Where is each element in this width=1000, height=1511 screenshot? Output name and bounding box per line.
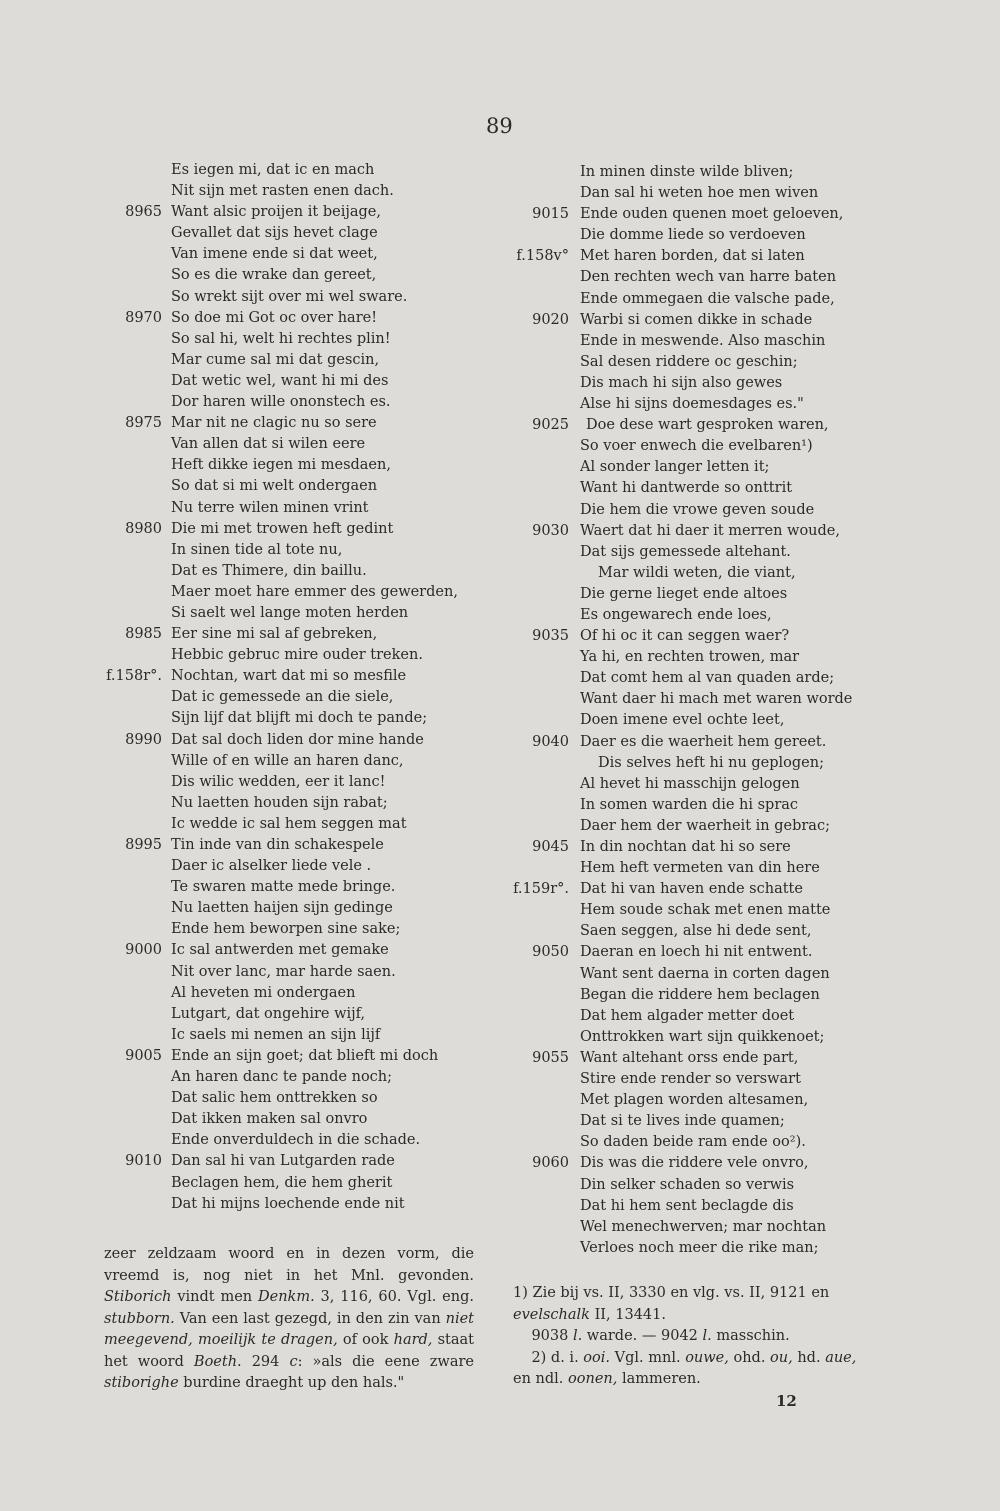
verse-text: Met plagen worden altesamen, <box>580 1092 809 1109</box>
verse-text: Alse hi sijns doemesdages es." <box>580 396 804 413</box>
line-number: 9025 <box>532 417 569 434</box>
verse-text: Want altehant orss ende part, <box>580 1049 799 1066</box>
verse-text: Die gerne lieget ende altoes <box>580 585 788 602</box>
verse-text: Ende ommegaen die valsche pade, <box>580 290 835 307</box>
verse-text: Dat sijs gemessede altehant. <box>580 543 791 560</box>
verse-text: Nit over lanc, mar harde saen. <box>171 963 396 980</box>
line-number: 8975 <box>125 415 162 432</box>
line-number: f.159r°. <box>513 881 569 898</box>
footnote-text: staat het woord <box>104 1332 474 1370</box>
verse-text: Waert dat hi daer it merren woude, <box>580 522 840 539</box>
footnote-text: Vgl. mnl. <box>610 1349 686 1366</box>
verse-text: Ende ouden quenen moet geloeven, <box>580 206 844 223</box>
footnote-text: c <box>289 1353 298 1370</box>
verse-text: Es iegen mi, dat ic en mach <box>171 162 375 178</box>
verse-text: Tin inde van din schakespele <box>171 837 384 853</box>
footnote-text: zeer zeldzaam woord en in dezen vorm, die vreemd is, nog niet in het Mnl. gevonden. <box>104 1246 474 1284</box>
verse-text: Dat ic gemessede an die siele, <box>171 689 394 706</box>
footnote-text: l. <box>702 1328 712 1344</box>
footnote-text: ooi. <box>583 1349 611 1366</box>
footnote-text: hd. <box>792 1349 826 1366</box>
line-number: 9030 <box>532 522 569 539</box>
footnote-text: 3, 116, 60. Vgl. eng. <box>314 1289 474 1305</box>
verse-text: Ic saels mi nemen an sijn lijf <box>171 1026 381 1043</box>
footnote-text: warde. — 9042 <box>582 1328 703 1344</box>
line-number: 9035 <box>532 628 569 645</box>
line-number: 9060 <box>532 1155 569 1172</box>
verse-text: Want sent daerna in corten dagen <box>580 965 830 982</box>
footnote-text: stubborn. <box>104 1310 175 1327</box>
footnote-text: en ndl. <box>513 1349 861 1387</box>
right-footnotes <box>513 1283 875 1391</box>
verse-text: Warbi si comen dikke in schade <box>580 311 813 328</box>
verse-text: Daer ic alselker liede vele . <box>171 858 372 875</box>
verse-text: Dis mach hi sijn also gewes <box>580 374 783 391</box>
footnote-text: oonen, <box>568 1371 618 1387</box>
verse-text: Van imene ende si dat weet, <box>171 246 378 263</box>
footnote-text: ouwe, <box>685 1349 729 1366</box>
verse-text: Of hi oc it can seggen waer? <box>580 628 790 645</box>
verse-text: Wille of en wille an haren danc, <box>171 752 404 769</box>
verse-text: So doe mi Got oc over hare! <box>171 309 378 326</box>
verse-text: Doen imene evel ochte leet, <box>580 712 785 729</box>
verse-text: Dat es Thimere, din baillu. <box>171 562 367 579</box>
verse-text: Den rechten wech van harre baten <box>580 269 837 286</box>
line-number: 8985 <box>125 626 162 643</box>
verse-text: Daer es die waerheit hem gereet. <box>580 733 827 750</box>
verse-text: Want alsic proijen it beijage, <box>171 204 381 221</box>
footnote-text: masschin. <box>711 1328 790 1344</box>
verse-text: Die domme liede so verdoeven <box>580 227 806 244</box>
verse-text: Want hi dantwerde so onttrit <box>580 480 793 497</box>
footnote-text: ou, <box>770 1349 793 1366</box>
verse-text: So voer enwech die evelbaren¹) <box>580 438 813 455</box>
footnote-text: evelschalk <box>513 1306 590 1323</box>
verse-text: Hebbic gebruc mire ouder treken. <box>171 647 423 664</box>
verse-text: Beclagen hem, die hem gherit <box>171 1174 393 1191</box>
verse-text: Maer moet hare emmer des gewerden, <box>171 583 458 600</box>
verse-text: So wrekt sijt over mi wel sware. <box>171 288 408 305</box>
verse-text: Hem heft vermeten van din here <box>580 860 820 877</box>
line-number: 8965 <box>125 204 162 221</box>
footnote <box>513 1326 875 1348</box>
verse-text: Doe dese wart gesproken waren, <box>586 417 829 434</box>
verse-text: Dat ikken maken sal onvro <box>171 1111 368 1128</box>
line-number: 8970 <box>125 309 162 326</box>
line-number: 9020 <box>532 311 569 328</box>
verse-text: Ya hi, en rechten trowen, mar <box>580 649 800 666</box>
verse-text: Ende onverduldech in die schade. <box>171 1132 421 1149</box>
verse-text: Dat salic hem onttrekken so <box>171 1090 378 1107</box>
line-number: 9000 <box>125 942 162 959</box>
verse-text: Die hem die vrowe geven soude <box>580 501 815 518</box>
verse-text: Saen seggen, alse hi dede sent, <box>580 923 812 940</box>
verse-text: Mar wildi weten, die viant, <box>598 564 796 581</box>
verse-text: Dor haren wille ononstech es. <box>171 394 391 411</box>
footnote-text: 9038 <box>513 1328 573 1344</box>
verse-text: Dat hi van haven ende schatte <box>580 881 803 898</box>
verse-text: Mar nit ne clagic nu so sere <box>171 415 377 432</box>
verse-text: So dat si mi welt ondergaen <box>171 478 378 495</box>
verse-text: Din selker schaden so verwis <box>580 1176 795 1193</box>
line-number: 9005 <box>125 1047 162 1064</box>
line-number: 8995 <box>125 837 162 853</box>
verse-text: In sinen tide al tote nu, <box>171 541 343 558</box>
footnote-text: stiborighe <box>104 1375 179 1391</box>
verse-text: Te swaren matte mede bringe. <box>171 879 396 896</box>
verse-text: Heft dikke iegen mi mesdaen, <box>171 457 391 474</box>
verse-text: Es ongewarech ende loes, <box>580 606 772 623</box>
verse-text: Hem soude schak met enen matte <box>580 902 831 919</box>
footnote-text: lammeren. <box>617 1371 701 1387</box>
verse-text: So sal hi, welt hi rechtes plin! <box>171 330 391 347</box>
verse-text: Dis wilic wedden, eer it lanc! <box>171 773 386 790</box>
signature-mark: 12 <box>776 1392 797 1410</box>
verse-text: Stire ende render so verswart <box>580 1071 801 1088</box>
footnote-text: 2) d. i. <box>513 1349 584 1366</box>
line-number: 8990 <box>125 731 162 748</box>
line-number: 9015 <box>532 206 569 223</box>
verse-text: Dat comt hem al van quaden arde; <box>580 670 835 687</box>
verse-text: Onttrokken wart sijn quikkenoet; <box>580 1028 825 1045</box>
line-number: 9040 <box>532 733 569 750</box>
footnote-text: ohd. <box>728 1349 771 1366</box>
verse-text: Dat hem algader metter doet <box>580 1007 795 1024</box>
footnote-text: l. <box>572 1328 583 1344</box>
verse-text: Dat si te lives inde quamen; <box>580 1113 785 1130</box>
verse-text: Began die riddere hem beclagen <box>580 986 820 1003</box>
footnote-text: Stiborich <box>104 1289 172 1305</box>
verse-text: Daer hem der waerheit in gebrac; <box>580 817 830 834</box>
line-number: 9050 <box>532 944 569 961</box>
footnote-text: : »als die eene zware <box>297 1353 474 1370</box>
footnote-text: II, 13441. <box>589 1306 666 1323</box>
verse-text: Sijn lijf dat blijft mi doch te pande; <box>171 710 428 727</box>
verse-text: Ende hem beworpen sine sake; <box>171 921 401 938</box>
footnote-text: burdine draeght up den hals." <box>178 1375 405 1391</box>
footnote-text: vindt men <box>171 1289 258 1305</box>
verse-text: Si saelt wel lange moten herden <box>171 604 409 621</box>
footnote-text: hard, <box>393 1332 433 1348</box>
line-number: 9055 <box>532 1049 569 1066</box>
footnote-text: Van een last gezegd, in den zin van <box>174 1310 446 1327</box>
verse-text: Verloes noch meer die rike man; <box>580 1239 819 1256</box>
footnote-text: niet meegevend, moeilijk te dragen, <box>104 1310 474 1348</box>
verse-text: Dis selves heft hi nu geplogen; <box>598 754 824 771</box>
verse-text: Dis was die riddere vele onvro, <box>580 1155 809 1172</box>
verse-text: Dan sal hi weten hoe men wiven <box>580 185 819 202</box>
verse-text: Eer sine mi sal af gebreken, <box>171 626 378 643</box>
page-number: 89 <box>486 114 513 138</box>
verse-text: Dan sal hi van Lutgarden rade <box>171 1153 395 1170</box>
footnote-text: 294 <box>241 1353 290 1370</box>
verse-text: Dat sal doch liden dor mine hande <box>171 731 424 748</box>
verse-text: So es die wrake dan gereet, <box>171 267 377 284</box>
verse-text: Mar cume sal mi dat gescin, <box>171 351 380 368</box>
verse-text: In somen warden die hi sprac <box>580 796 799 813</box>
verse-text: Dat wetic wel, want hi mi des <box>171 372 389 389</box>
footnote <box>513 1283 875 1326</box>
verse-text: Ic sal antwerden met gemake <box>171 942 389 959</box>
verse-text: Ende an sijn goet; dat blieft mi doch <box>171 1047 439 1064</box>
footnote-text: aue, <box>825 1349 857 1366</box>
verse-text: Ic wedde ic sal hem seggen mat <box>171 815 407 832</box>
line-number: 8980 <box>125 520 162 537</box>
verse-text: Al hevet hi masschijn gelogen <box>580 775 800 792</box>
verse-text: Nu laetten haijen sijn gedinge <box>171 900 393 917</box>
verse-text: Al sonder langer letten it; <box>580 459 770 476</box>
verse-text: Lutgart, dat ongehire wijf, <box>171 1005 366 1022</box>
verse-text: Gevallet dat sijs hevet clage <box>171 225 378 242</box>
line-number: 9010 <box>125 1153 162 1170</box>
footnote-text: Denkm. <box>257 1289 315 1305</box>
footnote-text: 1) Zie bij vs. II, 3330 en vlg. vs. II, 9121 en <box>513 1285 834 1301</box>
verse-text: Van allen dat si wilen eere <box>171 436 366 453</box>
verse-text: Wel menechwerven; mar nochtan <box>580 1218 827 1235</box>
footnote-text: of ook <box>337 1332 394 1348</box>
line-number: 9045 <box>532 839 569 855</box>
verse-text: Ende in meswende. Also maschin <box>580 332 826 349</box>
line-number: f.158v° <box>516 248 569 265</box>
verse-text: Want daer hi mach met waren worde <box>580 691 853 708</box>
verse-text: Nu laetten houden sijn rabat; <box>171 794 388 811</box>
left-footnote-continuation <box>104 1244 474 1395</box>
verse-text: In din nochtan dat hi so sere <box>580 839 791 855</box>
verse-text: In minen dinste wilde bliven; <box>580 164 794 180</box>
verse-text: Nochtan, wart dat mi so mesfile <box>171 668 407 685</box>
verse-text: Die mi met trowen heft gedint <box>171 520 394 537</box>
verse-text: Nu terre wilen minen vrint <box>171 499 369 516</box>
verse-text: Al heveten mi ondergaen <box>171 984 356 1001</box>
verse-text: Dat hi mijns loechende ende nit <box>171 1195 405 1212</box>
line-number: f.158r°. <box>106 668 162 685</box>
footnote <box>513 1348 875 1391</box>
verse-text: Sal desen riddere oc geschin; <box>580 353 798 370</box>
verse-text: Met haren borden, dat si laten <box>580 248 805 265</box>
verse-text: So daden beide ram ende oo²). <box>580 1134 806 1151</box>
verse-text: Dat hi hem sent beclagde dis <box>580 1197 794 1214</box>
verse-text: Nit sijn met rasten enen dach. <box>171 183 394 200</box>
verse-text: An haren danc te pande noch; <box>171 1069 393 1086</box>
footnote-text: Boeth. <box>193 1353 242 1370</box>
verse-text: Daeran en loech hi nit entwent. <box>580 944 813 961</box>
